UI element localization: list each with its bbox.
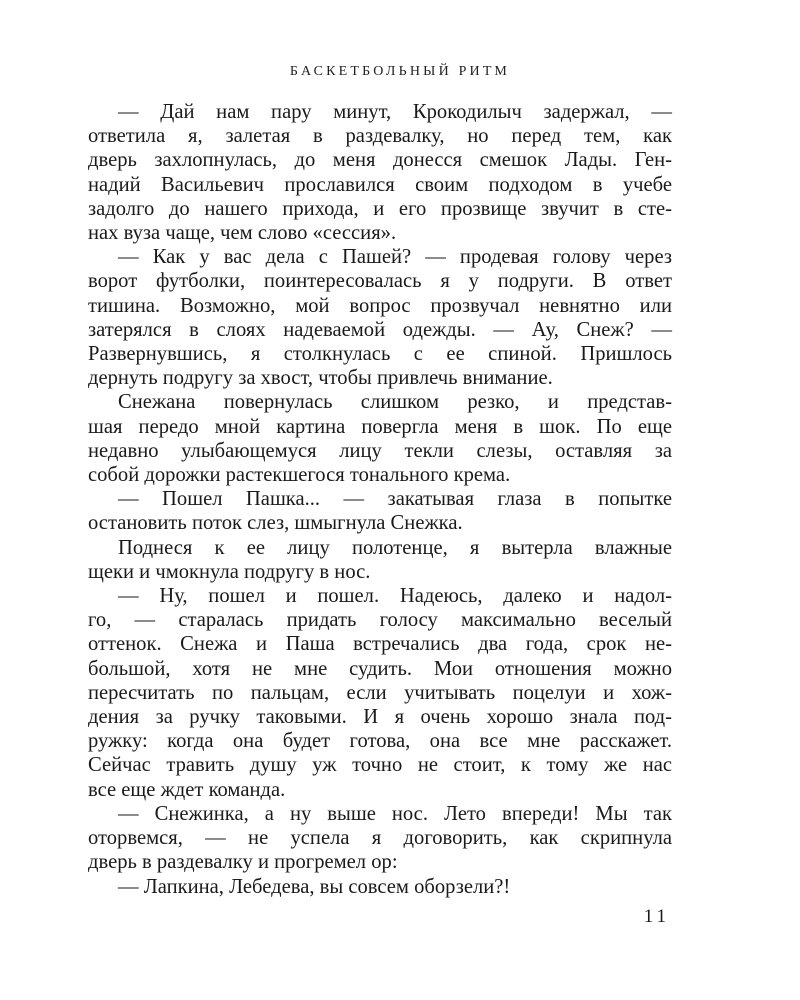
text-line: ворот футболки, поинтересовалась я у подруги. В ответ xyxy=(88,270,672,293)
text-line: — Ну, пошел и пошел. Надеюсь, далеко и надол- xyxy=(118,585,672,608)
text-line: надий Васильевич прославился своим подходом в учебе xyxy=(88,173,672,196)
text-line: Снежана повернулась слишком резко, и представ- xyxy=(118,391,672,414)
text-line: шая передо мной картина повергла меня в шок. По еще xyxy=(88,415,672,438)
paragraph xyxy=(88,584,672,802)
text-line: пересчитать по пальцам, если учитывать поцелуи и хож- xyxy=(88,681,672,704)
page-number: 11 xyxy=(643,906,670,927)
text-line: собой дорожки растекшегося тонального крема. xyxy=(88,464,511,487)
text-line: дения за ручку таковыми. И я очень хорошо знала под- xyxy=(88,706,672,729)
paragraph xyxy=(88,802,672,875)
text-line: ружку: когда она будет готова, она все мне расскажет. xyxy=(88,730,672,753)
text-line: Развернувшись, я столкнулась с ее спиной. Пришлось xyxy=(88,343,672,366)
text-line: дверь в раздевалку и прогремел ор: xyxy=(88,851,398,874)
text-line: тишина. Возможно, мой вопрос прозвучал невнятно или xyxy=(88,294,672,317)
body-text xyxy=(88,100,672,899)
text-line: — Как у вас дела с Пашей? — продевая голову через xyxy=(118,246,672,269)
text-line: оттенок. Снежа и Паша встречались два года, срок не- xyxy=(88,633,672,656)
text-line: Сейчас травить душу уж точно не стоит, к тому же нас xyxy=(88,754,672,777)
text-line: — Дай нам пару минут, Крокодилыч задержал, — xyxy=(118,101,672,123)
paragraph xyxy=(88,536,672,584)
text-line: — Пошел Пашка... — закатывая глаза в попытке xyxy=(118,488,672,511)
running-head: БАСКЕТБОЛЬНЫЙ РИТМ xyxy=(289,64,511,79)
paragraph xyxy=(88,875,672,899)
text-line: — Снежинка, а ну выше нос. Лето впереди! Мы так xyxy=(118,802,672,825)
text-line: го, — старалась придать голосу максимально веселый xyxy=(88,609,672,632)
text-line: Поднеся к ее лицу полотенце, я вытерла влажные xyxy=(118,536,672,559)
text-line: нах вуза чаще, чем слово «сессия». xyxy=(88,222,397,245)
text-line: остановить поток слез, шмыгнула Снежка. xyxy=(88,512,463,535)
text-line: недавно улыбающемуся лицу текли слезы, оставляя за xyxy=(88,439,672,462)
text-line: затерялся в слоях надеваемой одежды. — Ау, Снеж? — xyxy=(88,318,672,341)
text-line: большой, хотя не мне судить. Мои отношения можно xyxy=(88,657,672,680)
text-line: задолго до нашего прихода, и его прозвище звучит в сте- xyxy=(88,197,672,220)
text-line: дверь захлопнулась, до меня донесся смешок Лады. Ген- xyxy=(88,149,672,172)
paragraph xyxy=(88,245,672,390)
text-line: дернуть подругу за хвост, чтобы привлечь внимание. xyxy=(88,367,553,390)
text-line: оторвемся, — не успела я договорить, как скрипнула xyxy=(88,827,672,850)
text-line: ответила я, залетая в раздевалку, но перед тем, как xyxy=(88,125,672,148)
paragraph xyxy=(88,390,672,487)
text-line: щеки и чмокнула подругу в нос. xyxy=(88,560,371,583)
paragraph xyxy=(88,487,672,535)
paragraph xyxy=(88,100,672,245)
text-line: все еще ждет команда. xyxy=(88,778,286,801)
text-line: — Лапкина, Лебедева, вы совсем оборзели?! xyxy=(118,875,511,898)
